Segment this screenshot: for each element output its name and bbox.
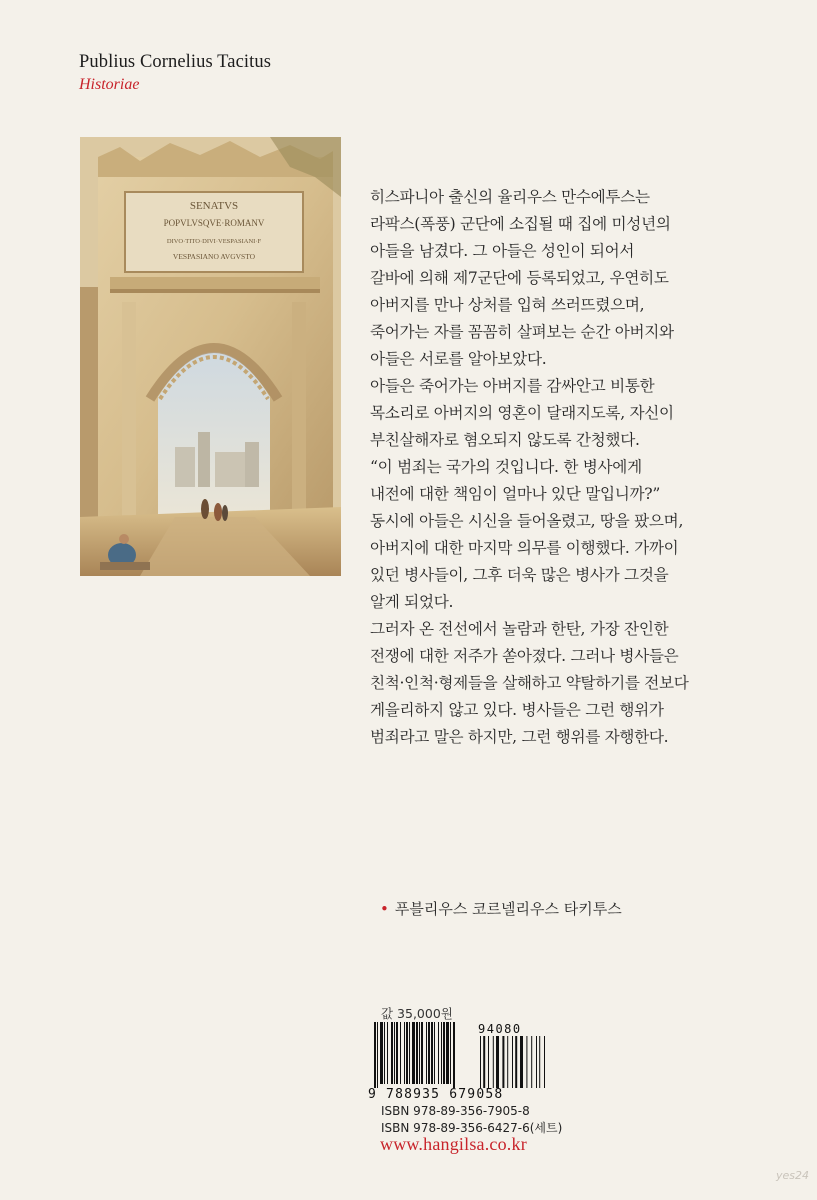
excerpt-line: “이 범죄는 국가의 것입니다. 한 병사에게	[370, 458, 642, 476]
barcode-bar	[443, 1022, 445, 1084]
barcode-bar	[412, 1022, 415, 1084]
barcode-bar	[394, 1022, 395, 1084]
barcode-bar	[438, 1022, 439, 1084]
excerpt-line: 친척·인척·형제들을 살해하고 약탈하기를 전보다	[370, 674, 689, 692]
excerpt-line: 부친살해자로 혐오되지 않도록 간청했다.	[370, 431, 640, 449]
barcode-ean-number: 9 788935 679058	[368, 1087, 504, 1102]
excerpt-line: 아버지를 만나 상처를 입혀 쓰러뜨렸으며,	[370, 296, 645, 314]
barcode-addon-bar	[480, 1036, 481, 1088]
barcode-addon-bar	[512, 1036, 513, 1088]
barcode-addon-bar	[507, 1036, 508, 1088]
inscription-line: POPVLVSQVE·ROMANV	[163, 218, 265, 228]
inscription-line: SENATVS	[189, 200, 239, 212]
barcode-addon-bar	[520, 1036, 523, 1088]
barcode-bar	[453, 1022, 455, 1088]
excerpt-line: 아들은 죽어가는 아버지를 감싸안고 비통한	[370, 377, 655, 395]
excerpt-line: 아들은 서로를 알아보았다.	[370, 350, 547, 368]
barcode-bar	[396, 1022, 398, 1084]
barcode-addon-bar	[488, 1036, 489, 1088]
barcode-bar	[391, 1022, 393, 1084]
barcode-bar	[404, 1022, 405, 1084]
excerpt-line: 죽어가는 자를 꼼꼼히 살펴보는 순간 아버지와	[370, 323, 674, 341]
arch-of-titus-painting	[80, 137, 341, 576]
book-title: Historiae	[79, 76, 140, 93]
attribution-name: 푸블리우스 코르넬리우스 타키투스	[394, 900, 622, 918]
barcode-addon-bar	[515, 1036, 517, 1088]
excerpt-line: 알게 되었다.	[370, 593, 454, 611]
excerpt-line: 그러자 온 전선에서 놀람과 한탄, 가장 잔인한	[370, 620, 669, 638]
inscription-line: DIVO·TITO·DIVI·VESPASIANI·F	[166, 238, 262, 245]
barcode-bar	[421, 1022, 423, 1084]
barcode-addon-bar	[526, 1036, 527, 1088]
barcode-addon-bar	[544, 1036, 545, 1088]
barcode-addon-bar	[493, 1036, 494, 1088]
excerpt-line: 갈바에 의해 제7군단에 등록되었고, 우연히도	[370, 269, 669, 287]
barcode-addon-bar	[502, 1036, 504, 1088]
excerpt-line: 목소리로 아버지의 영혼이 달래지도록, 자신이	[370, 404, 674, 422]
excerpt-line: 범죄라고 말은 하지만, 그런 행위를 자행한다.	[370, 728, 669, 746]
barcode-bar	[400, 1022, 401, 1084]
excerpt-line: 게을리하지 않고 있다. 병사들은 그런 행위가	[370, 701, 664, 719]
barcode-bar	[409, 1022, 410, 1084]
price-label: 값 35,000원	[381, 1006, 453, 1021]
barcode-bar	[416, 1022, 418, 1084]
barcode-bar	[446, 1022, 449, 1084]
barcode-bar	[374, 1022, 376, 1088]
isbn-line: ISBN 978-89-356-7905-8	[381, 1104, 530, 1118]
excerpt-line: 내전에 대한 책임이 얼마나 있단 말입니까?”	[370, 485, 660, 503]
barcode-bar	[377, 1022, 378, 1088]
barcode-addon-number: 94080	[478, 1022, 522, 1036]
barcode-bar	[426, 1022, 427, 1084]
bullet-icon: •	[380, 900, 389, 918]
barcode-addon-bar	[531, 1036, 532, 1088]
barcode-bar	[441, 1022, 442, 1084]
back-cover-excerpt	[370, 184, 810, 751]
barcode-bar	[387, 1022, 388, 1084]
barcode-addon-bar	[539, 1036, 540, 1088]
excerpt-line: 있던 병사들이, 그후 더욱 많은 병사가 그것을	[370, 566, 669, 584]
barcode-bar	[406, 1022, 408, 1084]
barcode-bar	[450, 1022, 451, 1084]
inscription-line: VESPASIANO AVGVSTO	[172, 252, 256, 261]
quote-attribution	[380, 898, 622, 919]
excerpt-line: 히스파니아 출신의 율리우스 만수에투스는	[370, 188, 650, 206]
watermark-logo: yes24	[776, 1169, 810, 1182]
barcode-bar	[431, 1022, 433, 1084]
barcode-bar	[380, 1022, 383, 1084]
barcode-bar	[434, 1022, 435, 1084]
barcode-bar	[384, 1022, 385, 1084]
author-name: Publius Cornelius Tacitus	[79, 52, 272, 72]
excerpt-line: 아들을 남겼다. 그 아들은 성인이 되어서	[370, 242, 635, 260]
publisher-website: www.hangilsa.co.kr	[380, 1134, 527, 1154]
excerpt-line: 아버지에 대한 마지막 의무를 이행했다. 가까이	[370, 539, 679, 557]
excerpt-line: 라팍스(폭풍) 군단에 소집될 때 집에 미성년의	[370, 215, 671, 233]
barcode-addon-bar	[483, 1036, 485, 1088]
excerpt-line: 전쟁에 대한 저주가 쏟아졌다. 그러나 병사들은	[370, 647, 679, 665]
barcode-addon-bar	[496, 1036, 499, 1088]
barcode-addon-bar	[536, 1036, 537, 1088]
excerpt-line: 동시에 아들은 시신을 들어올렸고, 땅을 팠으며,	[370, 512, 684, 530]
barcode-bar	[428, 1022, 430, 1084]
isbn-set-line: ISBN 978-89-356-6427-6(세트)	[381, 1121, 563, 1135]
barcode-bar	[419, 1022, 420, 1084]
